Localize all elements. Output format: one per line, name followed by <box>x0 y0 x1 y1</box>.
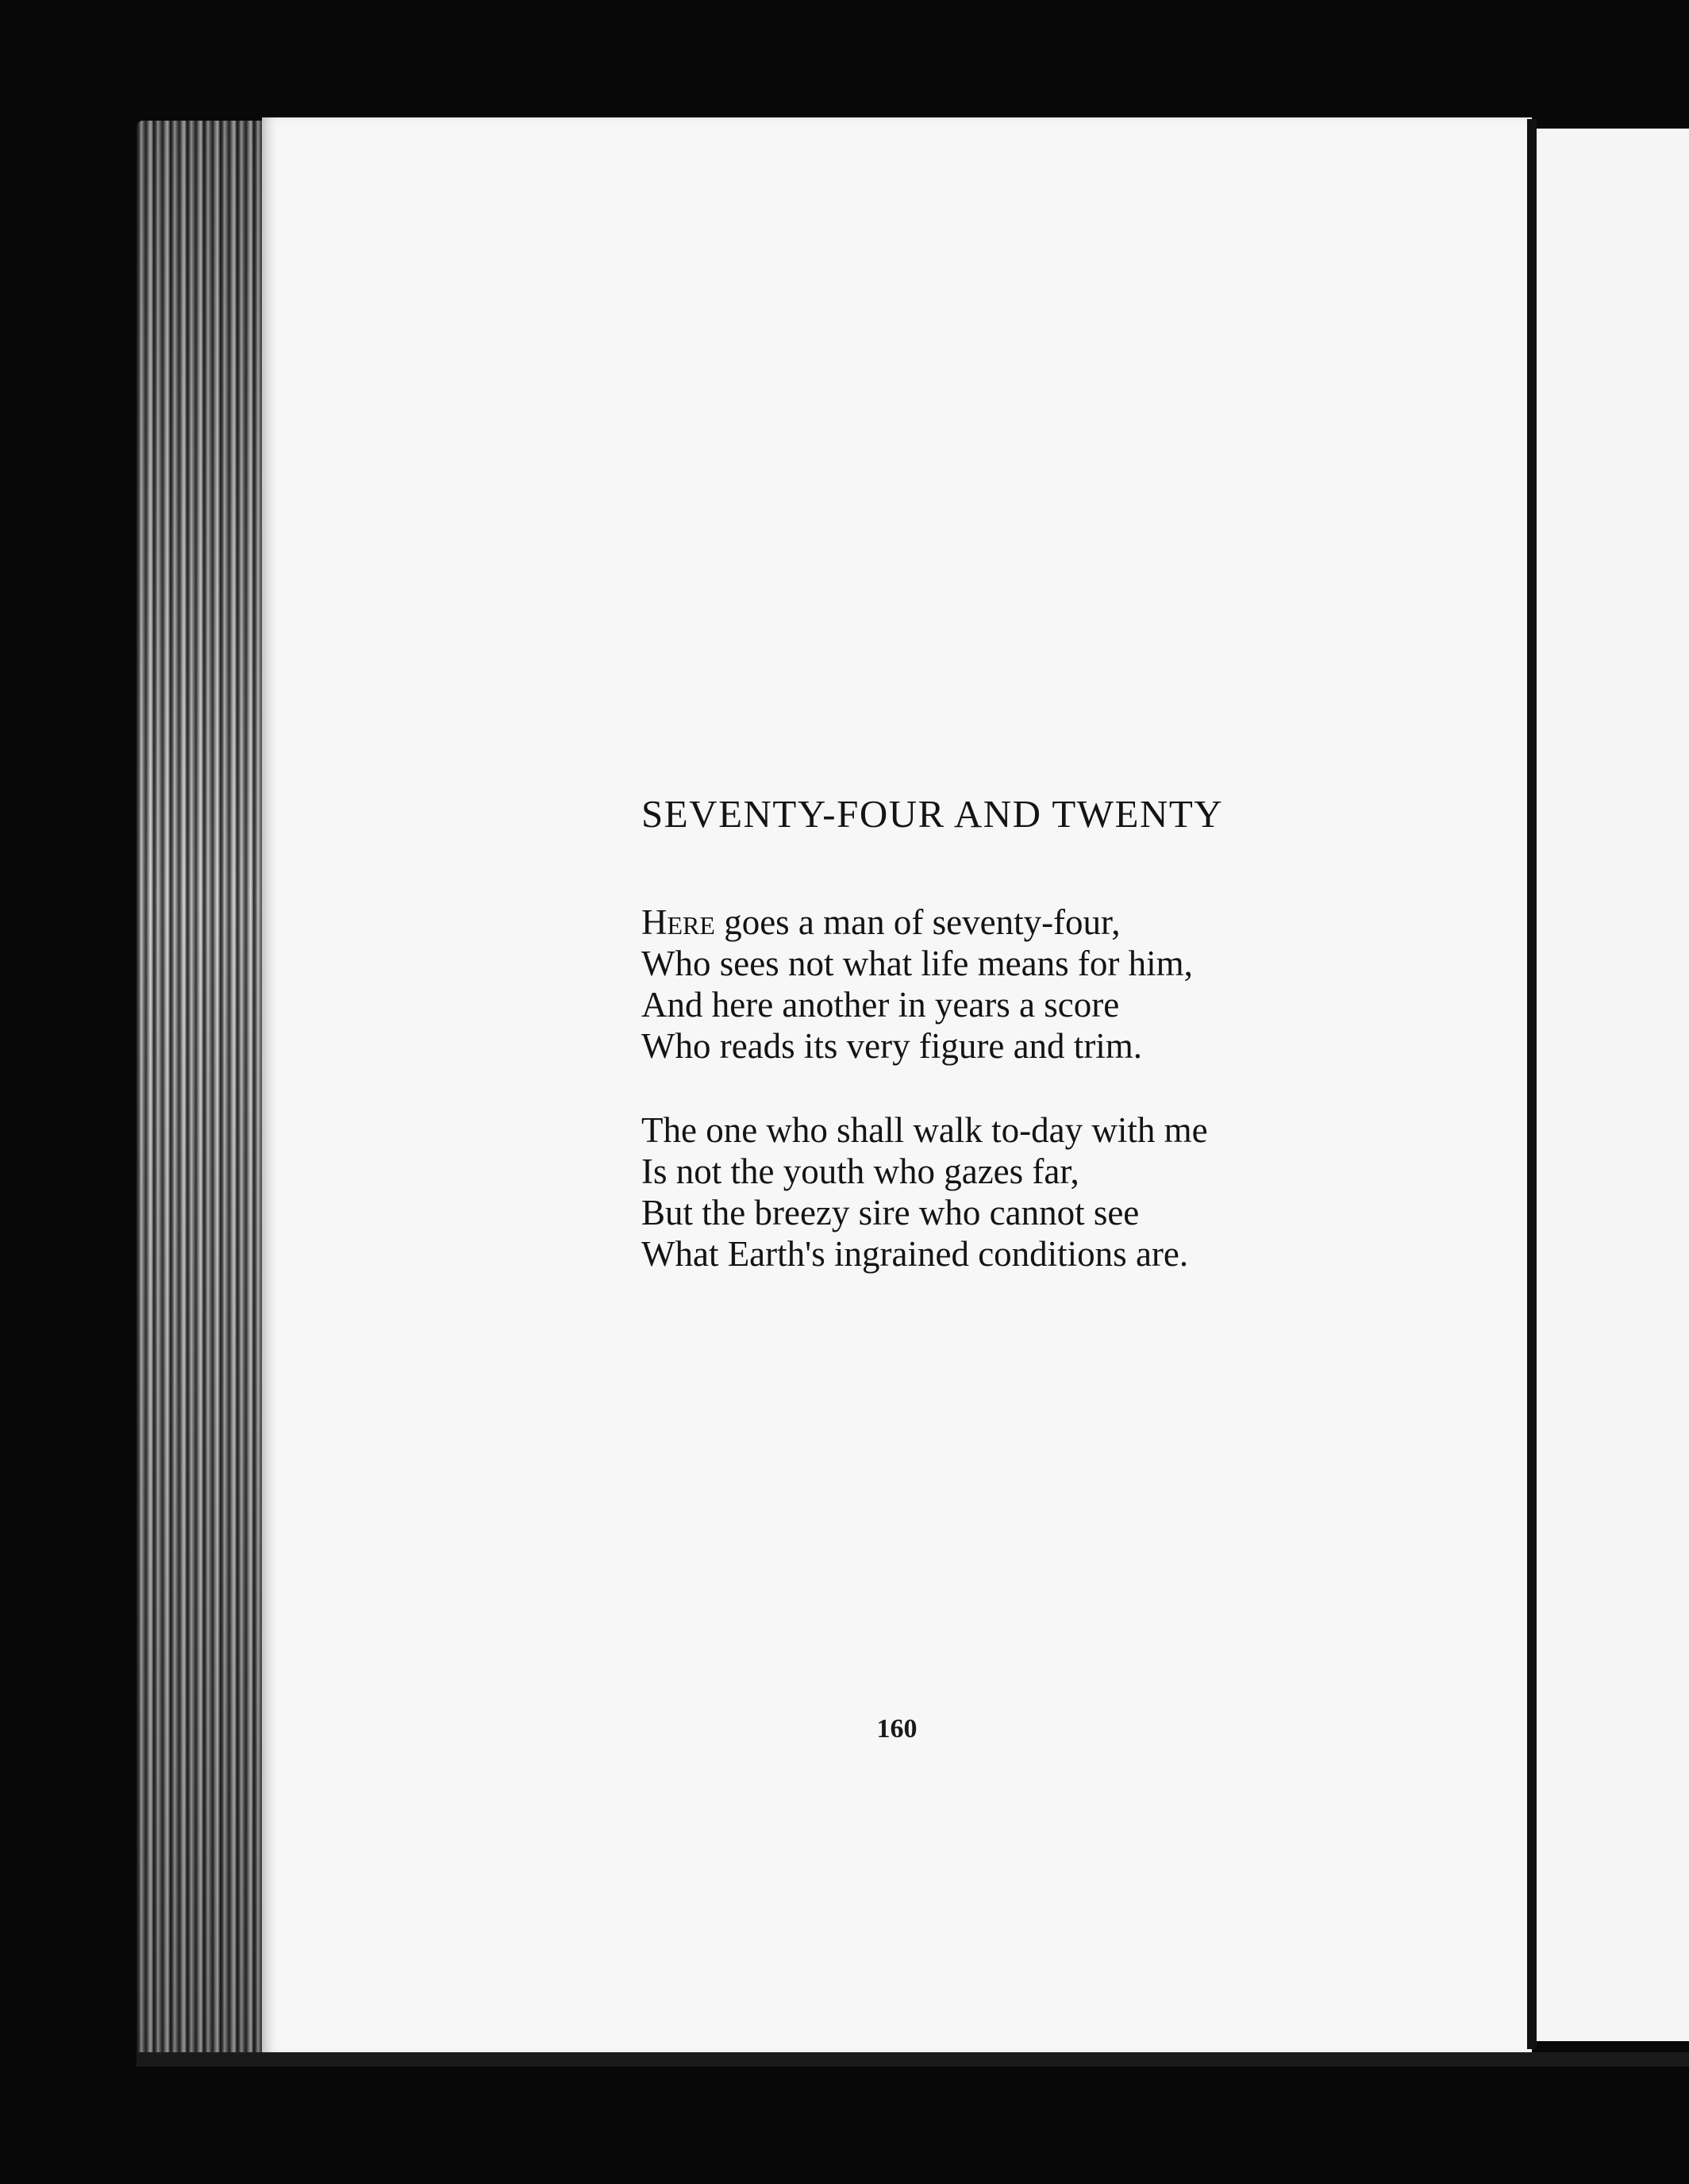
poem-line: Who reads its very figure and trim. <box>641 1026 1143 1066</box>
poem-line: Is not the youth who gazes far, <box>641 1152 1079 1191</box>
poem-line: But the breezy sire who cannot see <box>641 1193 1140 1232</box>
line-text: goes a man of seventy-four, <box>714 902 1121 942</box>
page-number: 160 <box>876 1714 918 1744</box>
poem-line <box>641 902 1356 943</box>
facing-page <box>1537 129 1689 2041</box>
page-bottom-edge <box>137 2052 1689 2067</box>
gutter-shadow <box>1527 119 1537 2049</box>
page-edges <box>137 121 265 2059</box>
poem-line: The one who shall walk to-day with me <box>641 1110 1208 1150</box>
stanza-2 <box>641 1109 1356 1275</box>
opening-word: Here <box>641 902 715 942</box>
stanza-1 <box>641 902 1356 1067</box>
poem-line: And here another in years a score <box>641 985 1120 1025</box>
poem <box>641 790 1356 1275</box>
poem-title: SEVENTY-FOUR AND TWENTY <box>641 792 1224 836</box>
poem-line: What Earth's ingrained conditions are. <box>641 1234 1189 1274</box>
poem-line: Who sees not what life means for him, <box>641 944 1193 983</box>
